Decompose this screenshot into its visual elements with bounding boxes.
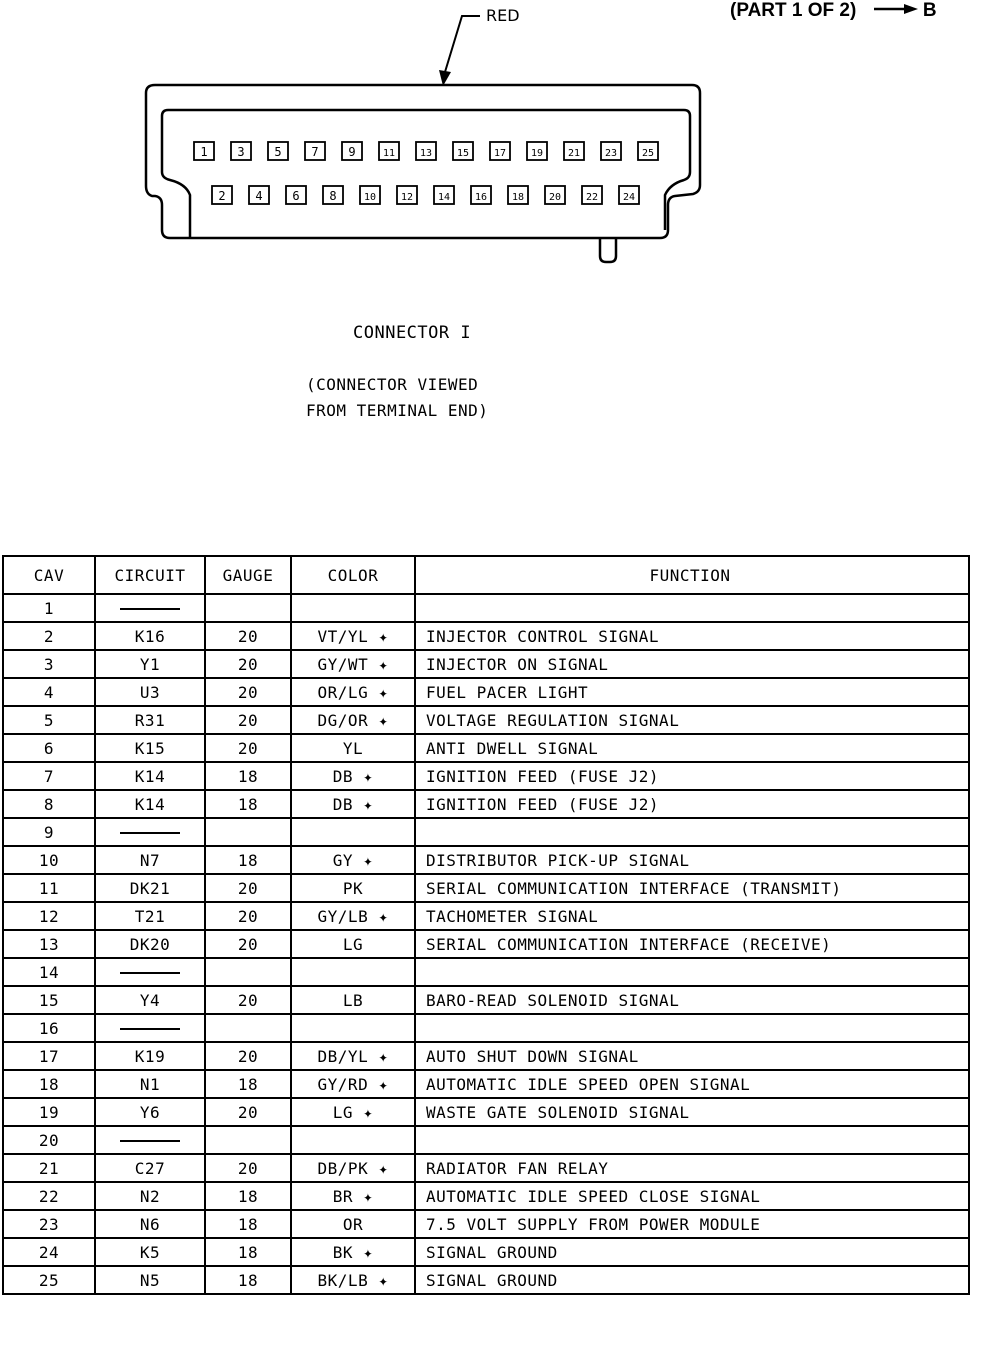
cell-gauge: 18 (205, 1266, 291, 1294)
header-cav: CAV (3, 556, 95, 594)
connector-pin (268, 142, 288, 160)
cell-function (415, 818, 969, 846)
cell-gauge: 20 (205, 1042, 291, 1070)
table-row (3, 874, 969, 902)
cell-color: BK ✦ (291, 1238, 415, 1266)
cell-color (291, 1014, 415, 1042)
cell-circuit: K16 (95, 622, 205, 650)
pin-number: 15 (456, 148, 470, 159)
pin-number: 6 (292, 189, 300, 203)
connector-note-line2: FROM TERMINAL END) (306, 401, 489, 420)
cell-cav: 17 (3, 1042, 95, 1070)
pin-number: 2 (218, 189, 226, 203)
pin-number: 8 (329, 189, 337, 203)
connector-pin (323, 186, 343, 204)
cell-color: DB ✦ (291, 762, 415, 790)
table-row (3, 762, 969, 790)
unused-cavity-dash (120, 832, 180, 834)
continuation-target: B (922, 0, 937, 21)
cell-circuit: N2 (95, 1182, 205, 1210)
cell-function: SIGNAL GROUND (415, 1266, 969, 1294)
cell-circuit: R31 (95, 706, 205, 734)
cell-circuit: C27 (95, 1154, 205, 1182)
cell-function: DISTRIBUTOR PICK-UP SIGNAL (415, 846, 969, 874)
cell-cav: 21 (3, 1154, 95, 1182)
cell-gauge (205, 818, 291, 846)
table-row (3, 1126, 969, 1154)
connector-diagram (0, 0, 992, 300)
cell-function: RADIATOR FAN RELAY (415, 1154, 969, 1182)
cell-function: IGNITION FEED (FUSE J2) (415, 762, 969, 790)
connector-pin (249, 186, 269, 204)
cell-color: LG (291, 930, 415, 958)
cell-gauge: 20 (205, 1098, 291, 1126)
cell-function (415, 594, 969, 622)
cell-cav: 15 (3, 986, 95, 1014)
connector-housing (146, 85, 700, 262)
cell-color (291, 818, 415, 846)
cell-function: ANTI DWELL SIGNAL (415, 734, 969, 762)
pin-number: 16 (474, 192, 488, 203)
table-row (3, 986, 969, 1014)
table-row (3, 958, 969, 986)
table-row (3, 734, 969, 762)
cell-circuit (95, 818, 205, 846)
cell-circuit: DK20 (95, 930, 205, 958)
unused-cavity-dash (120, 972, 180, 974)
bottom-row-pins (212, 186, 639, 204)
cell-cav: 19 (3, 1098, 95, 1126)
cell-color (291, 594, 415, 622)
cell-color: DB/PK ✦ (291, 1154, 415, 1182)
cell-function: IGNITION FEED (FUSE J2) (415, 790, 969, 818)
cell-circuit: Y6 (95, 1098, 205, 1126)
cell-function (415, 1014, 969, 1042)
table-row (3, 818, 969, 846)
cell-cav: 12 (3, 902, 95, 930)
cell-function: SERIAL COMMUNICATION INTERFACE (RECEIVE) (415, 930, 969, 958)
pin-number: 20 (548, 192, 562, 203)
table-header-row (3, 556, 969, 594)
cell-circuit (95, 958, 205, 986)
cell-circuit: N5 (95, 1266, 205, 1294)
cell-gauge (205, 1126, 291, 1154)
connector-pin (194, 142, 214, 160)
table-row (3, 1210, 969, 1238)
connector-pin (453, 142, 473, 160)
connector-pin (342, 142, 362, 160)
cell-cav: 10 (3, 846, 95, 874)
cell-cav: 23 (3, 1210, 95, 1238)
pin-number: 10 (363, 192, 377, 203)
table-row (3, 930, 969, 958)
red-leader-line (439, 16, 480, 86)
cell-color: LB (291, 986, 415, 1014)
table-row (3, 1014, 969, 1042)
table-row (3, 790, 969, 818)
table-row (3, 1266, 969, 1294)
cell-gauge: 20 (205, 706, 291, 734)
pin-number: 3 (237, 145, 245, 159)
cell-cav: 7 (3, 762, 95, 790)
cell-function: INJECTOR ON SIGNAL (415, 650, 969, 678)
cell-circuit: K5 (95, 1238, 205, 1266)
cell-color: GY/WT ✦ (291, 650, 415, 678)
connector-pin (619, 186, 639, 204)
cell-circuit: T21 (95, 902, 205, 930)
cell-gauge: 20 (205, 902, 291, 930)
pin-number: 22 (585, 192, 599, 203)
unused-cavity-dash (120, 1028, 180, 1030)
cell-circuit: K19 (95, 1042, 205, 1070)
cell-circuit: N7 (95, 846, 205, 874)
cell-gauge: 20 (205, 986, 291, 1014)
cell-color: OR/LG ✦ (291, 678, 415, 706)
cell-gauge: 18 (205, 762, 291, 790)
connector-pin (212, 186, 232, 204)
cell-circuit: Y4 (95, 986, 205, 1014)
cell-function: WASTE GATE SOLENOID SIGNAL (415, 1098, 969, 1126)
connector-pin (286, 186, 306, 204)
cell-cav: 18 (3, 1070, 95, 1098)
cell-color (291, 1126, 415, 1154)
cell-cav: 24 (3, 1238, 95, 1266)
cell-color: BK/LB ✦ (291, 1266, 415, 1294)
connector-pin (508, 186, 528, 204)
connector-pin (527, 142, 547, 160)
cell-gauge: 18 (205, 790, 291, 818)
cell-gauge: 20 (205, 650, 291, 678)
table-row (3, 1070, 969, 1098)
table-row (3, 1042, 969, 1070)
cell-gauge: 20 (205, 622, 291, 650)
cell-cav: 20 (3, 1126, 95, 1154)
cell-function: FUEL PACER LIGHT (415, 678, 969, 706)
cell-circuit: K14 (95, 790, 205, 818)
table-row (3, 594, 969, 622)
connector-pin (379, 142, 399, 160)
cell-gauge: 18 (205, 1182, 291, 1210)
top-row-pins (194, 142, 658, 160)
pin-number: 12 (400, 192, 414, 203)
table-row (3, 846, 969, 874)
pin-number: 24 (622, 192, 636, 203)
cell-color: GY/RD ✦ (291, 1070, 415, 1098)
table-row (3, 1238, 969, 1266)
cell-gauge: 20 (205, 1154, 291, 1182)
connector-pin (231, 142, 251, 160)
cell-gauge: 18 (205, 1210, 291, 1238)
part-label: (PART 1 OF 2) (730, 0, 857, 21)
cell-color: DG/OR ✦ (291, 706, 415, 734)
cell-color: LG ✦ (291, 1098, 415, 1126)
pin-number: 18 (511, 192, 525, 203)
pin-number: 4 (255, 189, 263, 203)
cell-color: PK (291, 874, 415, 902)
pin-number: 25 (641, 148, 655, 159)
cell-function: AUTO SHUT DOWN SIGNAL (415, 1042, 969, 1070)
cell-cav: 4 (3, 678, 95, 706)
pin-number: 5 (274, 145, 282, 159)
cell-circuit: U3 (95, 678, 205, 706)
red-wire-label: RED (486, 6, 520, 25)
cell-function (415, 1126, 969, 1154)
cell-function: AUTOMATIC IDLE SPEED CLOSE SIGNAL (415, 1182, 969, 1210)
cell-function: SIGNAL GROUND (415, 1238, 969, 1266)
pin-number: 7 (311, 145, 319, 159)
table-row (3, 1154, 969, 1182)
cell-gauge: 18 (205, 1238, 291, 1266)
cell-cav: 9 (3, 818, 95, 846)
connector-pin (545, 186, 565, 204)
connector-pin (416, 142, 436, 160)
cell-color: OR (291, 1210, 415, 1238)
table-row (3, 678, 969, 706)
table-row (3, 622, 969, 650)
header-function: FUNCTION (415, 556, 969, 594)
cell-function: SERIAL COMMUNICATION INTERFACE (TRANSMIT) (415, 874, 969, 902)
connector-pin (490, 142, 510, 160)
pin-number: 13 (419, 148, 433, 159)
pin-number: 21 (567, 148, 581, 159)
header-circuit: CIRCUIT (95, 556, 205, 594)
cell-gauge: 20 (205, 734, 291, 762)
cell-color (291, 958, 415, 986)
cell-circuit (95, 594, 205, 622)
cell-color: VT/YL ✦ (291, 622, 415, 650)
pin-number: 17 (493, 148, 507, 159)
cell-function: AUTOMATIC IDLE SPEED OPEN SIGNAL (415, 1070, 969, 1098)
header-gauge: GAUGE (205, 556, 291, 594)
pin-number: 1 (200, 145, 208, 159)
cell-function: 7.5 VOLT SUPPLY FROM POWER MODULE (415, 1210, 969, 1238)
cell-gauge: 20 (205, 874, 291, 902)
pin-number: 14 (437, 192, 451, 203)
connector-pin (305, 142, 325, 160)
cell-circuit (95, 1126, 205, 1154)
cell-gauge: 18 (205, 846, 291, 874)
cell-function (415, 958, 969, 986)
cell-color: YL (291, 734, 415, 762)
cell-cav: 11 (3, 874, 95, 902)
cell-color: DB/YL ✦ (291, 1042, 415, 1070)
cell-cav: 1 (3, 594, 95, 622)
connector-pin (434, 186, 454, 204)
cell-gauge (205, 958, 291, 986)
unused-cavity-dash (120, 1140, 180, 1142)
connector-pin (638, 142, 658, 160)
cell-cav: 5 (3, 706, 95, 734)
cell-circuit: N1 (95, 1070, 205, 1098)
connector-pin (601, 142, 621, 160)
connector-note (306, 372, 488, 424)
cell-cav: 14 (3, 958, 95, 986)
header-color: COLOR (291, 556, 415, 594)
table-row (3, 1182, 969, 1210)
pin-number: 23 (604, 148, 618, 159)
cell-circuit: Y1 (95, 650, 205, 678)
cell-function: INJECTOR CONTROL SIGNAL (415, 622, 969, 650)
cell-color: DB ✦ (291, 790, 415, 818)
cell-cav: 25 (3, 1266, 95, 1294)
cell-cav: 6 (3, 734, 95, 762)
table-row (3, 1098, 969, 1126)
cell-circuit (95, 1014, 205, 1042)
cell-circuit: K14 (95, 762, 205, 790)
pin-number: 11 (382, 148, 396, 159)
connector-title: CONNECTOR I (353, 323, 472, 343)
cell-color: GY ✦ (291, 846, 415, 874)
table-row (3, 650, 969, 678)
cell-function: VOLTAGE REGULATION SIGNAL (415, 706, 969, 734)
cell-cav: 22 (3, 1182, 95, 1210)
connector-pin (582, 186, 602, 204)
cell-cav: 3 (3, 650, 95, 678)
cell-gauge: 18 (205, 1070, 291, 1098)
cell-circuit: N6 (95, 1210, 205, 1238)
cell-cav: 13 (3, 930, 95, 958)
pin-number: 9 (348, 145, 356, 159)
cell-color: BR ✦ (291, 1182, 415, 1210)
connector-pin (360, 186, 380, 204)
cell-cav: 8 (3, 790, 95, 818)
cell-gauge: 20 (205, 930, 291, 958)
cell-gauge (205, 594, 291, 622)
cell-color: GY/LB ✦ (291, 902, 415, 930)
connector-pin (397, 186, 417, 204)
cell-cav: 2 (3, 622, 95, 650)
pin-number: 19 (530, 148, 544, 159)
cell-circuit: K15 (95, 734, 205, 762)
cell-function: TACHOMETER SIGNAL (415, 902, 969, 930)
cell-cav: 16 (3, 1014, 95, 1042)
cell-circuit: DK21 (95, 874, 205, 902)
connector-pin (564, 142, 584, 160)
cell-gauge: 20 (205, 678, 291, 706)
table-row (3, 902, 969, 930)
cell-gauge (205, 1014, 291, 1042)
pinout-table (2, 555, 970, 1295)
cell-function: BARO-READ SOLENOID SIGNAL (415, 986, 969, 1014)
connector-pin (471, 186, 491, 204)
connector-note-line1: (CONNECTOR VIEWED (306, 375, 479, 394)
table-row (3, 706, 969, 734)
unused-cavity-dash (120, 608, 180, 610)
